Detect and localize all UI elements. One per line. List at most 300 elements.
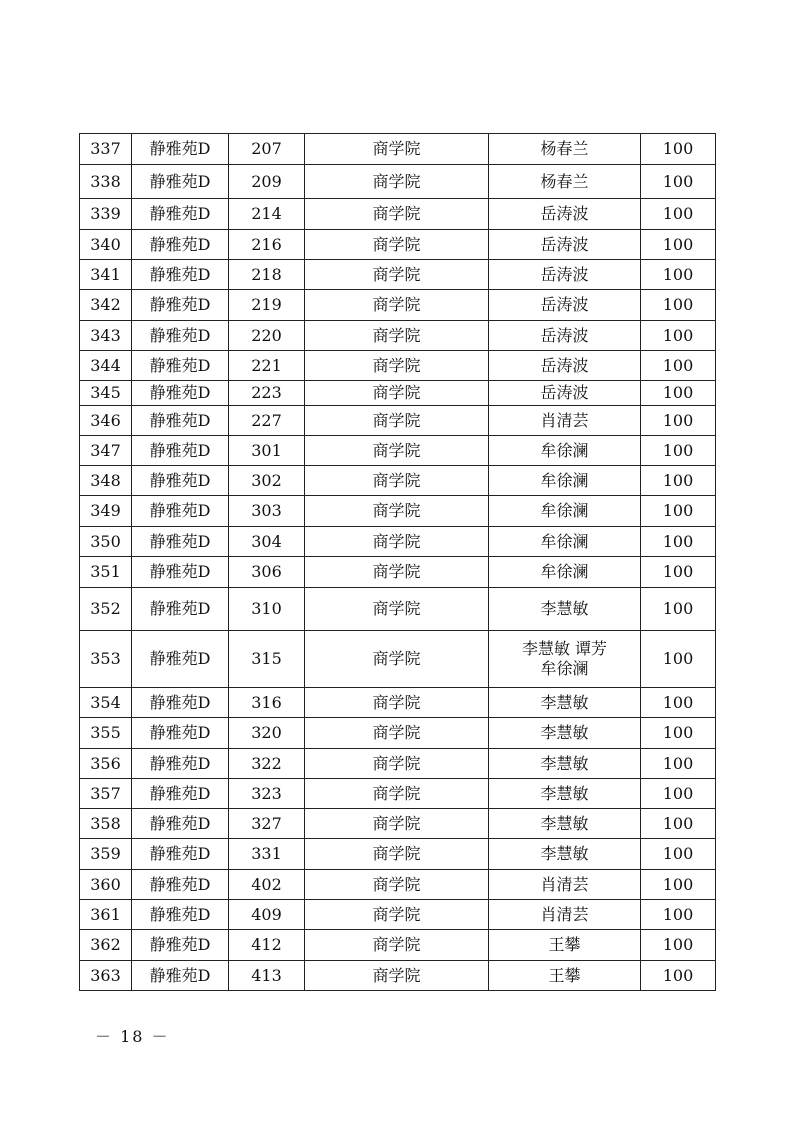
college-name: 商学院: [372, 204, 421, 223]
college-name: 商学院: [372, 355, 421, 375]
building-name-cell: [132, 839, 229, 870]
building-name: 静雅苑D: [149, 692, 211, 712]
room-number-cell: [229, 199, 305, 230]
table-row: [80, 557, 716, 588]
building-name: 静雅苑D: [149, 723, 211, 742]
room-number: 402: [251, 874, 282, 894]
college-name: 商学院: [372, 692, 421, 712]
college-name-cell: [305, 557, 489, 588]
score-cell: [641, 588, 716, 631]
table-row: [80, 199, 716, 230]
row-number: 356: [90, 753, 121, 773]
score-cell: [641, 436, 716, 466]
score: 100: [662, 440, 694, 460]
score: 100: [662, 171, 694, 191]
row-number: 351: [90, 562, 121, 581]
college-name: 商学院: [372, 470, 421, 490]
score: 100: [662, 295, 694, 314]
college-name: 商学院: [372, 295, 421, 314]
room-number: 413: [251, 965, 282, 985]
college-name-cell: [305, 406, 489, 436]
college-name: 商学院: [372, 562, 421, 581]
advisor-names-cell: [489, 230, 641, 260]
row-number: 357: [90, 783, 121, 803]
row-number-cell: [80, 381, 132, 406]
college-name-cell: [305, 779, 489, 809]
page-number: － 18 －: [95, 1027, 170, 1046]
room-number-cell: [229, 961, 305, 991]
advisor-names-cell: [489, 839, 641, 870]
college-name-cell: [305, 496, 489, 527]
advisor-names-cell: [489, 165, 641, 199]
row-number-cell: [80, 779, 132, 809]
advisor-names: 李慧敏: [540, 692, 589, 712]
score: 100: [662, 783, 694, 803]
advisor-names: 李慧敏: [540, 723, 589, 742]
college-name-cell: [305, 260, 489, 290]
advisor-names: 李慧敏: [540, 813, 589, 833]
room-number: 216: [251, 234, 282, 254]
advisor-names: 岳涛波: [540, 234, 589, 254]
building-name: 静雅苑D: [149, 813, 211, 833]
row-number: 354: [90, 692, 121, 712]
building-name: 静雅苑D: [149, 965, 211, 985]
advisor-names-cell: [489, 134, 641, 165]
row-number: 361: [90, 904, 121, 924]
building-name: 静雅苑D: [149, 599, 211, 618]
score-cell: [641, 381, 716, 406]
room-number-cell: [229, 165, 305, 199]
score: 100: [662, 753, 694, 773]
advisor-names: 岳涛波: [540, 383, 589, 402]
row-number-cell: [80, 351, 132, 381]
college-name-cell: [305, 290, 489, 321]
score-cell: [641, 199, 716, 230]
building-name-cell: [132, 631, 229, 688]
advisor-names: 李慧敏: [540, 599, 589, 618]
advisor-names-cell: [489, 809, 641, 839]
building-name-cell: [132, 749, 229, 779]
score-cell: [641, 321, 716, 351]
building-name-cell: [132, 779, 229, 809]
row-number-cell: [80, 870, 132, 900]
advisor-names: 牟徐澜: [540, 440, 589, 460]
college-name-cell: [305, 165, 489, 199]
advisor-names-cell: [489, 321, 641, 351]
room-number: 412: [251, 935, 282, 954]
college-name-cell: [305, 839, 489, 870]
college-name-cell: [305, 631, 489, 688]
row-number-cell: [80, 321, 132, 351]
advisor-names: 岳涛波: [540, 295, 589, 314]
score: 100: [662, 204, 694, 223]
college-name: 商学院: [372, 531, 421, 551]
row-number-cell: [80, 199, 132, 230]
room-number: 323: [251, 783, 282, 803]
table-row: [80, 230, 716, 260]
row-number-cell: [80, 527, 132, 557]
building-name: 静雅苑D: [149, 383, 211, 402]
table-row: [80, 688, 716, 718]
college-name: 商学院: [372, 383, 421, 402]
building-name-cell: [132, 900, 229, 930]
room-number: 327: [251, 813, 282, 833]
room-number: 209: [251, 171, 282, 191]
building-name: 静雅苑D: [149, 753, 211, 773]
building-name: 静雅苑D: [149, 139, 211, 158]
table-row: [80, 749, 716, 779]
advisor-names: 王攀: [548, 965, 581, 985]
row-number: 349: [90, 501, 121, 520]
room-number-cell: [229, 436, 305, 466]
score-cell: [641, 290, 716, 321]
building-name-cell: [132, 230, 229, 260]
building-name-cell: [132, 381, 229, 406]
advisor-names: 李慧敏 谭芳: [521, 639, 608, 658]
advisor-names-cell: [489, 688, 641, 718]
room-number: 302: [251, 470, 282, 490]
score-cell: [641, 930, 716, 961]
building-name-cell: [132, 718, 229, 749]
row-number: 350: [90, 531, 121, 551]
row-number-cell: [80, 406, 132, 436]
room-number-cell: [229, 381, 305, 406]
college-name-cell: [305, 588, 489, 631]
advisor-names: 牟徐澜: [540, 562, 589, 581]
room-number-cell: [229, 718, 305, 749]
score-cell: [641, 631, 716, 688]
score-cell: [641, 557, 716, 588]
college-name: 商学院: [372, 139, 421, 158]
building-name: 静雅苑D: [149, 470, 211, 490]
row-number: 352: [90, 599, 121, 618]
score-cell: [641, 900, 716, 930]
table-row: [80, 165, 716, 199]
college-name: 商学院: [372, 813, 421, 833]
score-cell: [641, 165, 716, 199]
college-name: 商学院: [372, 325, 421, 345]
building-name-cell: [132, 321, 229, 351]
advisor-names-cell: [489, 900, 641, 930]
building-name-cell: [132, 290, 229, 321]
table-row: [80, 496, 716, 527]
college-name-cell: [305, 466, 489, 496]
building-name-cell: [132, 436, 229, 466]
score: 100: [662, 325, 694, 345]
score: 100: [662, 692, 694, 712]
building-name: 静雅苑D: [149, 501, 211, 520]
room-number-cell: [229, 527, 305, 557]
advisor-names: 肖清芸: [540, 904, 589, 924]
college-name-cell: [305, 749, 489, 779]
row-number-cell: [80, 718, 132, 749]
advisor-names: 王攀: [548, 935, 581, 954]
table-row: [80, 809, 716, 839]
score-cell: [641, 527, 716, 557]
room-number: 322: [251, 753, 282, 773]
advisor-names: 岳涛波: [540, 355, 589, 375]
building-name: 静雅苑D: [149, 325, 211, 345]
college-name: 商学院: [372, 783, 421, 803]
building-name: 静雅苑D: [149, 234, 211, 254]
college-name-cell: [305, 809, 489, 839]
building-name-cell: [132, 527, 229, 557]
building-name: 静雅苑D: [149, 562, 211, 581]
college-name: 商学院: [372, 753, 421, 773]
score-cell: [641, 749, 716, 779]
advisor-names: 牟徐澜: [540, 531, 589, 551]
advisor-names-cell: [489, 870, 641, 900]
college-name: 商学院: [372, 965, 421, 985]
row-number: 359: [90, 844, 121, 863]
row-number: 343: [90, 325, 121, 345]
advisor-names: 牟徐澜: [540, 470, 589, 490]
row-number: 341: [90, 264, 121, 284]
advisor-names-cell: [489, 588, 641, 631]
score-cell: [641, 779, 716, 809]
advisor-names: 牟徐澜: [540, 501, 589, 520]
score: 100: [662, 562, 694, 581]
room-number-cell: [229, 496, 305, 527]
room-number: 218: [251, 264, 282, 284]
score: 100: [662, 410, 694, 430]
room-number-cell: [229, 351, 305, 381]
building-name-cell: [132, 961, 229, 991]
college-name-cell: [305, 351, 489, 381]
room-number-cell: [229, 930, 305, 961]
room-number-cell: [229, 260, 305, 290]
building-name: 静雅苑D: [149, 844, 211, 863]
building-name-cell: [132, 165, 229, 199]
building-name: 静雅苑D: [149, 264, 211, 284]
advisor-names-cell: [489, 718, 641, 749]
advisor-names-cell: [489, 930, 641, 961]
room-number-cell: [229, 406, 305, 436]
advisor-names: 杨春兰: [540, 171, 589, 191]
row-number: 363: [90, 965, 121, 985]
score: 100: [662, 723, 694, 742]
room-number: 301: [251, 440, 282, 460]
score: 100: [662, 234, 694, 254]
room-number: 207: [251, 139, 282, 158]
advisor-names: 肖清芸: [540, 410, 589, 430]
room-number: 220: [251, 325, 282, 345]
row-number-cell: [80, 809, 132, 839]
table-body: [80, 134, 716, 991]
score: 100: [662, 599, 694, 618]
table-row: [80, 870, 716, 900]
score-cell: [641, 839, 716, 870]
building-name-cell: [132, 351, 229, 381]
room-number-cell: [229, 809, 305, 839]
room-number-cell: [229, 321, 305, 351]
building-name: 静雅苑D: [149, 649, 211, 668]
table-row: [80, 961, 716, 991]
table-row: [80, 466, 716, 496]
score-cell: [641, 870, 716, 900]
college-name: 商学院: [372, 410, 421, 430]
building-name-cell: [132, 809, 229, 839]
row-number-cell: [80, 749, 132, 779]
score: 100: [662, 139, 694, 158]
advisor-names-cell: [489, 779, 641, 809]
room-number-cell: [229, 688, 305, 718]
building-name: 静雅苑D: [149, 935, 211, 954]
room-number: 304: [251, 531, 282, 551]
building-name: 静雅苑D: [149, 410, 211, 430]
score: 100: [662, 649, 694, 668]
college-name: 商学院: [372, 844, 421, 863]
advisor-names: 李慧敏: [540, 783, 589, 803]
room-number: 221: [251, 355, 282, 375]
score: 100: [662, 935, 694, 954]
building-name-cell: [132, 134, 229, 165]
college-name: 商学院: [372, 935, 421, 954]
row-number: 346: [90, 410, 121, 430]
table-row: [80, 290, 716, 321]
advisor-names: 岳涛波: [540, 204, 589, 223]
table-row: [80, 406, 716, 436]
room-number: 316: [251, 692, 282, 712]
advisor-names: 杨春兰: [540, 139, 589, 158]
college-name-cell: [305, 321, 489, 351]
room-number-cell: [229, 557, 305, 588]
advisor-names-cell: [489, 527, 641, 557]
row-number-cell: [80, 134, 132, 165]
row-number-cell: [80, 496, 132, 527]
advisor-names: 李慧敏: [540, 753, 589, 773]
college-name: 商学院: [372, 234, 421, 254]
advisor-names-cell: [489, 351, 641, 381]
score-cell: [641, 230, 716, 260]
row-number-cell: [80, 631, 132, 688]
building-name-cell: [132, 870, 229, 900]
college-name: 商学院: [372, 599, 421, 618]
advisor-names-cell: [489, 749, 641, 779]
table-row: [80, 260, 716, 290]
room-number: 223: [251, 383, 282, 402]
score: 100: [662, 470, 694, 490]
table-row: [80, 134, 716, 165]
college-name-cell: [305, 718, 489, 749]
building-name: 静雅苑D: [149, 295, 211, 314]
college-name: 商学院: [372, 904, 421, 924]
room-number-cell: [229, 839, 305, 870]
building-name-cell: [132, 260, 229, 290]
building-name-cell: [132, 496, 229, 527]
row-number-cell: [80, 557, 132, 588]
advisor-names-cell: [489, 381, 641, 406]
college-name-cell: [305, 930, 489, 961]
table-row: [80, 351, 716, 381]
row-number-cell: [80, 230, 132, 260]
score: 100: [662, 813, 694, 833]
college-name-cell: [305, 381, 489, 406]
room-number-cell: [229, 870, 305, 900]
room-number-cell: [229, 779, 305, 809]
advisor-names: 肖清芸: [540, 874, 589, 894]
score-cell: [641, 496, 716, 527]
college-name: 商学院: [372, 171, 421, 191]
room-number-cell: [229, 900, 305, 930]
room-number: 331: [251, 844, 282, 863]
row-number: 337: [90, 139, 121, 158]
building-name-cell: [132, 466, 229, 496]
building-name-cell: [132, 930, 229, 961]
score-cell: [641, 718, 716, 749]
building-name-cell: [132, 688, 229, 718]
room-number-cell: [229, 588, 305, 631]
score: 100: [662, 965, 694, 985]
score: 100: [662, 383, 694, 402]
row-number: 338: [90, 171, 121, 191]
table-row: [80, 930, 716, 961]
table-row: [80, 631, 716, 688]
room-number: 320: [251, 723, 282, 742]
advisor-names-cell: [489, 260, 641, 290]
room-number: 219: [251, 295, 282, 314]
college-name: 商学院: [372, 440, 421, 460]
building-name: 静雅苑D: [149, 783, 211, 803]
row-number: 344: [90, 355, 121, 375]
row-number-cell: [80, 688, 132, 718]
room-number-cell: [229, 134, 305, 165]
advisor-names-cell: [489, 290, 641, 321]
dormitory-score-table: [79, 133, 716, 991]
room-number-cell: [229, 466, 305, 496]
row-number-cell: [80, 165, 132, 199]
table-row: [80, 900, 716, 930]
score: 100: [662, 844, 694, 863]
room-number: 227: [251, 410, 282, 430]
row-number-cell: [80, 839, 132, 870]
college-name-cell: [305, 961, 489, 991]
row-number: 347: [90, 440, 121, 460]
table-row: [80, 588, 716, 631]
college-name: 商学院: [372, 723, 421, 742]
advisor-names-cell: [489, 466, 641, 496]
table-row: [80, 839, 716, 870]
score-cell: [641, 260, 716, 290]
building-name: 静雅苑D: [149, 874, 211, 894]
room-number: 315: [251, 649, 282, 668]
building-name-cell: [132, 199, 229, 230]
room-number-cell: [229, 631, 305, 688]
row-number-cell: [80, 588, 132, 631]
room-number: 409: [251, 904, 282, 924]
advisor-names-cell: [489, 199, 641, 230]
score: 100: [662, 501, 694, 520]
building-name: 静雅苑D: [149, 904, 211, 924]
advisor-names: 岳涛波: [540, 325, 589, 345]
building-name-cell: [132, 557, 229, 588]
building-name: 静雅苑D: [149, 204, 211, 223]
college-name-cell: [305, 527, 489, 557]
row-number: 348: [90, 470, 121, 490]
score: 100: [662, 904, 694, 924]
row-number-cell: [80, 436, 132, 466]
score-cell: [641, 351, 716, 381]
room-number-cell: [229, 290, 305, 321]
row-number: 353: [90, 649, 121, 668]
college-name-cell: [305, 199, 489, 230]
score-cell: [641, 406, 716, 436]
college-name: 商学院: [372, 874, 421, 894]
room-number-cell: [229, 749, 305, 779]
college-name-cell: [305, 436, 489, 466]
college-name-cell: [305, 134, 489, 165]
advisor-names-second-line: 牟徐澜: [540, 659, 589, 678]
